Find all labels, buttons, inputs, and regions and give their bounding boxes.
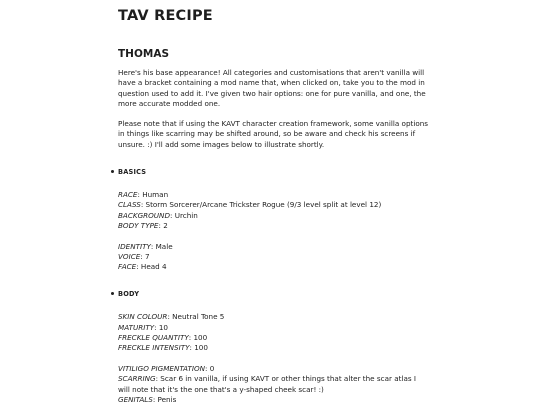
body-section (118, 290, 430, 405)
body-detail-fields (118, 364, 430, 405)
field-value: Scar 6 in vanilla, if using KAVT or other things that alter the scar atlas I will note that it's the one that's a y-shaped cheek scar! :) (118, 374, 417, 394)
field-value: Storm Sorcerer/Arcane Trickster Rogue (9/3 level split at level 12) (145, 200, 382, 210)
field-label: BODY TYPE (118, 220, 159, 230)
field-race: RACE: Human (118, 190, 169, 200)
article (118, 0, 430, 405)
field-freckle-quantity: FRECKLE QUANTITY: 100 (118, 333, 208, 343)
field-class: CLASS: Storm Sorcerer/Arcane Trickster Rogue (9/3 level split at level 12) (118, 200, 382, 210)
basics-fields (118, 190, 430, 231)
field-label: VOICE (118, 251, 141, 261)
field-label: GENITALS (118, 394, 153, 404)
body-fields (118, 312, 430, 353)
field-value: Neutral Tone 5 (172, 312, 225, 322)
field-skin-colour: SKIN COLOUR: Neutral Tone 5 (118, 312, 225, 322)
field-face: FACE: Head 4 (118, 262, 167, 272)
basics-heading: BASICS (118, 168, 147, 177)
body-heading: BODY (118, 290, 140, 299)
field-label: SCARRING (118, 374, 156, 384)
field-label: BACKGROUND (118, 210, 170, 220)
field-scarring: SCARRING: Scar 6 in vanilla, if using KAVT or other things that alter the scar atlas I will note that it's the one that's a y-shaped cheek scar! :) (118, 374, 417, 394)
basics-identity-fields (118, 242, 430, 273)
field-value: Urchin (174, 210, 198, 220)
field-value: 7 (144, 251, 150, 261)
field-label: RACE (118, 190, 138, 200)
field-value: 2 (163, 220, 168, 230)
field-voice: VOICE: 7 (118, 251, 150, 261)
bullet-icon (111, 292, 114, 295)
field-label: VITILIGO PIGMENTATION (118, 363, 205, 373)
field-value: Male (155, 241, 173, 251)
field-vitiligo: VITILIGO PIGMENTATION: 0 (118, 363, 215, 373)
field-value: 100 (194, 343, 208, 353)
field-body-type: BODY TYPE: 2 (118, 220, 168, 230)
field-label: MATURITY (118, 322, 155, 332)
basics-section (118, 168, 430, 272)
page-title: TAV RECIPE (118, 8, 213, 24)
character-name-heading: THOMAS (118, 48, 170, 60)
field-label: IDENTITY (118, 241, 151, 251)
field-freckle-intensity: FRECKLE INTENSITY: 100 (118, 343, 208, 353)
field-value: 100 (193, 333, 208, 343)
field-label: SKIN COLOUR (118, 312, 168, 322)
field-label: FRECKLE INTENSITY (118, 343, 190, 353)
bullet-icon (111, 170, 114, 173)
field-identity: IDENTITY: Male (118, 241, 173, 251)
field-label: FACE (118, 262, 137, 272)
field-value: 0 (209, 363, 215, 373)
field-value: Penis (157, 394, 177, 404)
intro-paragraph: Here's his base appearance! All categories and customisations that aren't vanilla will have a bracket containing a mod name that, when clicked on, take you to the mod in question used to add it. I've given two hair options: one for pure vanilla, and one, the more accurate modded one. (118, 68, 426, 108)
field-maturity: MATURITY: 10 (118, 322, 169, 332)
field-genitals: GENITALS: Penis (118, 394, 177, 404)
field-label: CLASS (118, 200, 141, 210)
field-value: 10 (158, 322, 169, 332)
field-background: BACKGROUND: Urchin (118, 210, 198, 220)
field-value: Human (142, 190, 169, 200)
field-label: FRECKLE QUANTITY (118, 333, 189, 343)
field-value: Head 4 (140, 262, 167, 272)
kavt-note-paragraph: Please note that if using the KAVT character creation framework, some vanilla options in things like scarring may be shifted around, so be aware and check his screens if unsure. :) I'll add some images below to illustrate shortly. (118, 119, 429, 149)
